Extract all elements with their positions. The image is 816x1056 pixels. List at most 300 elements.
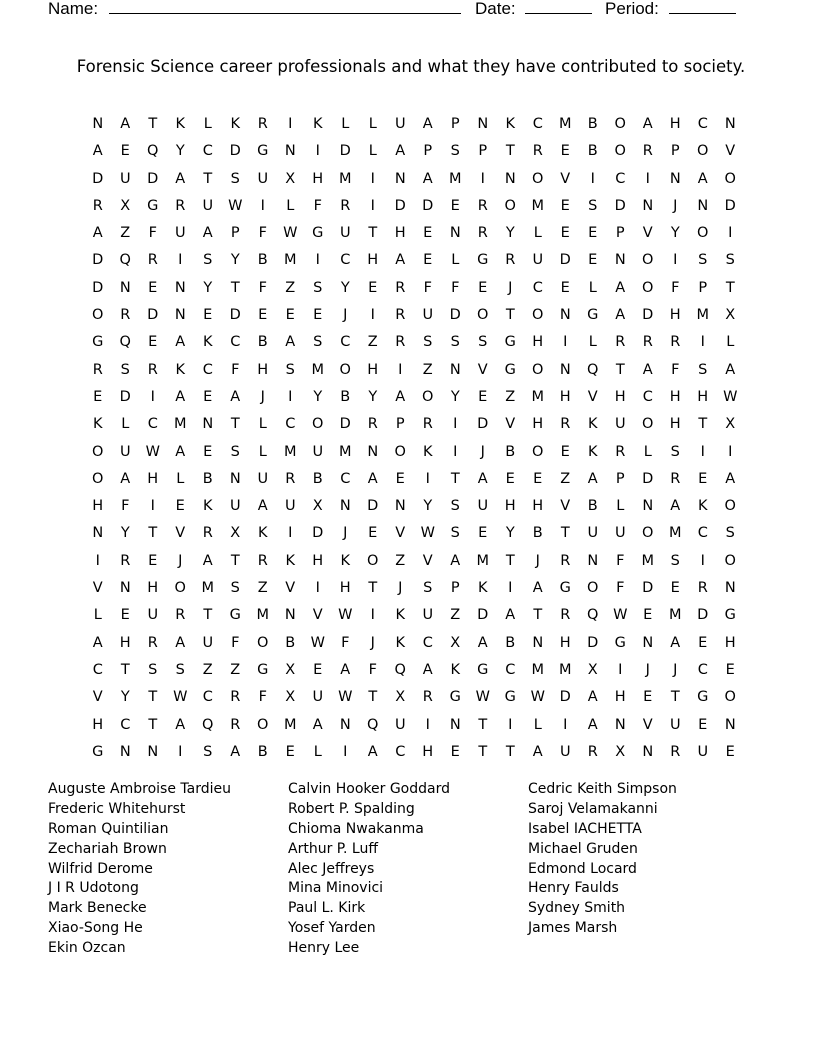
grid-letter[interactable]: A	[587, 689, 598, 706]
grid-letter[interactable]: I	[700, 334, 705, 351]
grid-letter[interactable]: C	[340, 334, 351, 351]
grid-letter[interactable]: J	[343, 307, 348, 324]
grid-letter[interactable]: E	[148, 334, 158, 351]
grid-letter[interactable]: I	[590, 170, 595, 187]
grid-letter[interactable]: G	[449, 689, 461, 706]
grid-letter[interactable]: R	[257, 552, 268, 569]
grid-letter[interactable]: H	[147, 470, 159, 487]
grid-letter[interactable]: H	[119, 634, 131, 651]
grid-letter[interactable]: C	[202, 689, 213, 706]
grid-letter[interactable]: W	[338, 689, 353, 706]
grid-letter[interactable]: S	[120, 361, 130, 378]
grid-letter[interactable]: Z	[285, 279, 296, 296]
grid-letter[interactable]: R	[395, 307, 406, 324]
grid-letter[interactable]: A	[587, 470, 598, 487]
grid-letter[interactable]: Y	[120, 525, 130, 542]
grid-letter[interactable]: N	[449, 225, 461, 242]
grid-letter[interactable]: G	[614, 634, 626, 651]
grid-letter[interactable]: F	[671, 361, 680, 378]
grid-letter[interactable]: N	[477, 116, 489, 132]
grid-letter[interactable]: Y	[203, 279, 213, 296]
grid-letter[interactable]: T	[505, 143, 515, 160]
grid-letter[interactable]: D	[312, 525, 324, 542]
grid-letter[interactable]: R	[505, 252, 516, 269]
grid-letter[interactable]: V	[175, 525, 186, 542]
grid-letter[interactable]: Q	[119, 252, 131, 269]
grid-letter[interactable]: Z	[505, 388, 516, 405]
grid-letter[interactable]: M	[338, 443, 352, 460]
grid-letter[interactable]: N	[642, 743, 654, 760]
grid-letter[interactable]: L	[368, 116, 377, 132]
grid-letter[interactable]: I	[150, 498, 155, 515]
grid-letter[interactable]: Z	[395, 552, 406, 569]
grid-letter[interactable]: T	[615, 361, 625, 378]
grid-letter[interactable]: H	[614, 388, 626, 405]
grid-letter[interactable]: Y	[175, 143, 185, 160]
grid-letter[interactable]: Q	[367, 716, 379, 733]
grid-letter[interactable]: E	[478, 279, 488, 296]
grid-letter[interactable]: R	[697, 580, 708, 597]
grid-letter[interactable]: T	[203, 607, 213, 624]
grid-letter[interactable]: I	[315, 143, 320, 160]
grid-letter[interactable]: C	[230, 334, 241, 351]
grid-letter[interactable]: E	[450, 197, 460, 214]
grid-letter[interactable]: E	[478, 525, 488, 542]
grid-letter[interactable]: I	[178, 743, 183, 760]
grid-letter[interactable]: E	[560, 225, 570, 242]
grid-letter[interactable]: B	[587, 116, 598, 132]
grid-letter[interactable]: A	[202, 552, 213, 569]
grid-letter[interactable]: T	[368, 689, 378, 706]
grid-letter[interactable]: V	[560, 498, 571, 515]
grid-letter[interactable]: R	[340, 197, 351, 214]
grid-letter[interactable]: F	[258, 689, 267, 706]
grid-letter[interactable]: N	[119, 743, 131, 760]
grid-letter[interactable]: J	[645, 661, 650, 678]
grid-letter[interactable]: O	[92, 307, 104, 324]
grid-letter[interactable]: E	[505, 470, 515, 487]
grid-letter[interactable]: X	[230, 525, 241, 542]
grid-letter[interactable]: F	[148, 225, 157, 242]
grid-letter[interactable]: K	[175, 361, 185, 378]
grid-letter[interactable]: U	[202, 634, 214, 651]
period-blank[interactable]	[669, 0, 736, 14]
grid-letter[interactable]: I	[288, 116, 293, 132]
grid-letter[interactable]: N	[642, 197, 654, 214]
grid-letter[interactable]: W	[310, 634, 325, 651]
grid-letter[interactable]: T	[560, 525, 570, 542]
grid-letter[interactable]: N	[614, 716, 626, 733]
grid-letter[interactable]: L	[616, 498, 625, 515]
grid-letter[interactable]: I	[343, 743, 348, 760]
grid-letter[interactable]: L	[643, 443, 652, 460]
grid-letter[interactable]: R	[202, 525, 213, 542]
grid-letter[interactable]: M	[558, 661, 572, 678]
grid-letter[interactable]: P	[670, 143, 680, 160]
grid-letter[interactable]: V	[92, 689, 103, 706]
grid-letter[interactable]: R	[615, 443, 626, 460]
grid-letter[interactable]: E	[560, 279, 570, 296]
grid-letter[interactable]: L	[203, 116, 212, 132]
grid-letter[interactable]: D	[92, 279, 104, 296]
grid-letter[interactable]: E	[368, 279, 378, 296]
grid-letter[interactable]: D	[449, 307, 461, 324]
grid-letter[interactable]: J	[480, 443, 485, 460]
grid-letter[interactable]: G	[697, 689, 709, 706]
grid-letter[interactable]: D	[119, 388, 131, 405]
grid-letter[interactable]: D	[724, 197, 736, 214]
grid-letter[interactable]: N	[339, 716, 351, 733]
grid-letter[interactable]: N	[92, 525, 104, 542]
grid-letter[interactable]: Q	[202, 716, 214, 733]
grid-letter[interactable]: D	[92, 252, 104, 269]
grid-letter[interactable]: U	[312, 689, 324, 706]
grid-letter[interactable]: C	[422, 634, 433, 651]
grid-letter[interactable]: V	[422, 552, 433, 569]
grid-letter[interactable]: N	[559, 307, 571, 324]
grid-letter[interactable]: O	[724, 552, 736, 569]
grid-letter[interactable]: S	[450, 525, 460, 542]
grid-letter[interactable]: X	[285, 689, 296, 706]
grid-letter[interactable]: A	[697, 170, 708, 187]
grid-letter[interactable]: U	[174, 225, 186, 242]
grid-letter[interactable]: P	[615, 470, 625, 487]
grid-letter[interactable]: C	[615, 170, 626, 187]
grid-letter[interactable]: K	[587, 416, 598, 433]
grid-letter[interactable]: A	[175, 634, 186, 651]
grid-letter[interactable]: P	[395, 416, 405, 433]
grid-letter[interactable]: M	[448, 170, 462, 187]
grid-letter[interactable]: R	[92, 361, 103, 378]
grid-letter[interactable]: I	[673, 252, 678, 269]
grid-letter[interactable]: C	[285, 416, 296, 433]
grid-letter[interactable]: A	[615, 279, 626, 296]
grid-letter[interactable]: I	[370, 197, 375, 214]
grid-letter[interactable]: J	[535, 552, 540, 569]
grid-letter[interactable]: D	[559, 689, 571, 706]
grid-letter[interactable]: R	[560, 552, 571, 569]
grid-letter[interactable]: S	[230, 580, 240, 597]
grid-letter[interactable]: A	[587, 716, 598, 733]
grid-letter[interactable]: R	[175, 607, 186, 624]
grid-letter[interactable]: R	[532, 143, 543, 160]
grid-letter[interactable]: G	[504, 361, 516, 378]
grid-letter[interactable]: N	[642, 498, 654, 515]
grid-letter[interactable]: R	[615, 334, 626, 351]
grid-letter[interactable]: T	[230, 279, 240, 296]
grid-letter[interactable]: O	[642, 252, 654, 269]
grid-letter[interactable]: W	[283, 225, 298, 242]
grid-letter[interactable]: R	[395, 334, 406, 351]
grid-letter[interactable]: I	[618, 661, 623, 678]
grid-letter[interactable]: A	[395, 388, 406, 405]
grid-letter[interactable]: H	[147, 580, 159, 597]
grid-letter[interactable]: G	[477, 252, 489, 269]
grid-letter[interactable]: N	[449, 361, 461, 378]
grid-letter[interactable]: O	[367, 552, 379, 569]
grid-letter[interactable]: W	[475, 689, 490, 706]
grid-letter[interactable]: N	[724, 116, 736, 132]
grid-letter[interactable]: R	[120, 307, 131, 324]
grid-letter[interactable]: D	[339, 143, 351, 160]
grid-letter[interactable]: T	[698, 416, 708, 433]
grid-letter[interactable]: A	[340, 661, 351, 678]
grid-letter[interactable]: F	[231, 361, 240, 378]
grid-letter[interactable]: M	[668, 525, 682, 542]
grid-letter[interactable]: R	[175, 197, 186, 214]
grid-letter[interactable]: E	[725, 661, 735, 678]
grid-letter[interactable]: S	[423, 580, 433, 597]
grid-letter[interactable]: W	[228, 197, 243, 214]
grid-letter[interactable]: A	[285, 334, 296, 351]
grid-letter[interactable]: N	[697, 197, 709, 214]
grid-letter[interactable]: B	[285, 634, 296, 651]
grid-letter[interactable]: N	[532, 634, 544, 651]
grid-letter[interactable]: I	[563, 334, 568, 351]
grid-letter[interactable]: Y	[505, 525, 515, 542]
grid-letter[interactable]: W	[420, 525, 435, 542]
grid-letter[interactable]: E	[560, 443, 570, 460]
grid-letter[interactable]: A	[670, 634, 681, 651]
grid-letter[interactable]: S	[450, 334, 460, 351]
grid-letter[interactable]: D	[642, 470, 654, 487]
grid-letter[interactable]: T	[230, 416, 240, 433]
grid-letter[interactable]: G	[257, 661, 269, 678]
grid-letter[interactable]: A	[422, 116, 433, 132]
grid-letter[interactable]: I	[728, 443, 733, 460]
grid-letter[interactable]: I	[563, 716, 568, 733]
grid-letter[interactable]: U	[532, 252, 544, 269]
grid-letter[interactable]: P	[615, 225, 625, 242]
grid-letter[interactable]: H	[669, 388, 681, 405]
grid-letter[interactable]: F	[258, 225, 267, 242]
grid-letter[interactable]: M	[668, 607, 682, 624]
grid-letter[interactable]: R	[257, 116, 268, 132]
grid-letter[interactable]: F	[616, 580, 625, 597]
grid-letter[interactable]: T	[148, 116, 158, 132]
grid-letter[interactable]: O	[174, 580, 186, 597]
grid-letter[interactable]: M	[173, 416, 187, 433]
grid-letter[interactable]: K	[450, 661, 460, 678]
grid-letter[interactable]: N	[174, 307, 186, 324]
grid-letter[interactable]: F	[423, 279, 432, 296]
grid-letter[interactable]: I	[315, 580, 320, 597]
grid-letter[interactable]: K	[477, 580, 488, 597]
grid-letter[interactable]: I	[288, 388, 293, 405]
grid-letter[interactable]: R	[477, 225, 488, 242]
grid-letter[interactable]: X	[725, 416, 736, 433]
grid-letter[interactable]: U	[422, 307, 434, 324]
grid-letter[interactable]: S	[450, 498, 460, 515]
grid-letter[interactable]: R	[670, 470, 681, 487]
grid-letter[interactable]: I	[95, 552, 100, 569]
grid-letter[interactable]: L	[341, 116, 350, 132]
grid-letter[interactable]: L	[533, 225, 542, 242]
grid-letter[interactable]: S	[203, 252, 213, 269]
grid-letter[interactable]: U	[202, 197, 214, 214]
grid-letter[interactable]: I	[508, 580, 513, 597]
grid-letter[interactable]: Y	[670, 225, 680, 242]
grid-letter[interactable]: G	[504, 689, 516, 706]
grid-letter[interactable]: W	[723, 388, 738, 405]
grid-letter[interactable]: A	[202, 225, 213, 242]
grid-letter[interactable]: K	[340, 552, 350, 569]
grid-letter[interactable]: S	[230, 443, 240, 460]
grid-letter[interactable]: S	[423, 334, 433, 351]
grid-letter[interactable]: B	[505, 634, 516, 651]
grid-letter[interactable]: U	[587, 525, 599, 542]
grid-letter[interactable]: G	[587, 307, 599, 324]
grid-letter[interactable]: Y	[120, 689, 130, 706]
grid-letter[interactable]: K	[230, 116, 240, 132]
grid-letter[interactable]: S	[313, 334, 323, 351]
grid-letter[interactable]: W	[613, 607, 628, 624]
grid-letter[interactable]: B	[505, 443, 516, 460]
grid-letter[interactable]: V	[587, 388, 598, 405]
grid-letter[interactable]: P	[423, 143, 433, 160]
grid-letter[interactable]: H	[92, 716, 104, 733]
grid-letter[interactable]: L	[588, 279, 597, 296]
grid-letter[interactable]: M	[531, 388, 544, 405]
grid-letter[interactable]: E	[588, 252, 598, 269]
grid-letter[interactable]: I	[480, 170, 485, 187]
grid-letter[interactable]: Q	[587, 361, 599, 378]
grid-letter[interactable]: V	[642, 716, 653, 733]
grid-letter[interactable]: N	[92, 116, 104, 132]
grid-letter[interactable]: E	[285, 743, 295, 760]
grid-letter[interactable]: N	[394, 498, 406, 515]
grid-letter[interactable]: T	[230, 552, 240, 569]
grid-letter[interactable]: D	[339, 416, 351, 433]
grid-letter[interactable]: J	[398, 580, 403, 597]
grid-letter[interactable]: G	[504, 334, 516, 351]
grid-letter[interactable]: K	[257, 525, 268, 542]
grid-letter[interactable]: J	[178, 552, 183, 569]
grid-letter[interactable]: T	[148, 689, 158, 706]
grid-letter[interactable]: K	[202, 334, 213, 351]
grid-letter[interactable]: W	[173, 689, 188, 706]
grid-letter[interactable]: G	[559, 580, 571, 597]
grid-letter[interactable]: I	[288, 525, 293, 542]
grid-letter[interactable]: H	[504, 498, 516, 515]
grid-letter[interactable]: C	[697, 661, 708, 678]
grid-letter[interactable]: B	[257, 743, 268, 760]
grid-letter[interactable]: R	[560, 416, 571, 433]
grid-letter[interactable]: S	[313, 279, 323, 296]
grid-letter[interactable]: N	[119, 580, 131, 597]
grid-letter[interactable]: K	[697, 498, 708, 515]
grid-letter[interactable]: O	[642, 416, 654, 433]
grid-letter[interactable]: P	[450, 580, 460, 597]
grid-letter[interactable]: F	[258, 279, 267, 296]
grid-letter[interactable]: Z	[450, 607, 461, 624]
grid-letter[interactable]: T	[478, 716, 488, 733]
grid-letter[interactable]: K	[202, 498, 213, 515]
grid-letter[interactable]: C	[532, 116, 543, 132]
grid-letter[interactable]: F	[451, 279, 460, 296]
grid-letter[interactable]: I	[453, 416, 458, 433]
grid-letter[interactable]: E	[698, 716, 708, 733]
grid-letter[interactable]: W	[338, 607, 353, 624]
grid-letter[interactable]: G	[229, 607, 241, 624]
grid-letter[interactable]: N	[559, 361, 571, 378]
grid-letter[interactable]: T	[670, 689, 680, 706]
grid-letter[interactable]: R	[560, 607, 571, 624]
grid-letter[interactable]: C	[642, 388, 653, 405]
grid-letter[interactable]: E	[313, 661, 323, 678]
grid-letter[interactable]: O	[614, 143, 626, 160]
grid-letter[interactable]: A	[422, 170, 433, 187]
grid-letter[interactable]: K	[285, 552, 295, 569]
grid-letter[interactable]: I	[700, 443, 705, 460]
grid-letter[interactable]: T	[505, 743, 515, 760]
grid-letter[interactable]: R	[367, 416, 378, 433]
grid-letter[interactable]: X	[285, 170, 296, 187]
grid-letter[interactable]: H	[92, 498, 104, 515]
grid-letter[interactable]: O	[587, 580, 599, 597]
grid-letter[interactable]: Y	[230, 252, 240, 269]
grid-letter[interactable]: A	[395, 143, 406, 160]
grid-letter[interactable]: H	[312, 170, 324, 187]
grid-letter[interactable]: M	[558, 116, 572, 132]
grid-letter[interactable]: A	[642, 361, 653, 378]
grid-letter[interactable]: H	[532, 498, 544, 515]
grid-letter[interactable]: V	[560, 170, 571, 187]
grid-letter[interactable]: R	[230, 689, 241, 706]
grid-letter[interactable]: O	[724, 498, 736, 515]
grid-letter[interactable]: G	[147, 197, 159, 214]
grid-letter[interactable]: M	[283, 443, 297, 460]
grid-letter[interactable]: H	[257, 361, 269, 378]
grid-letter[interactable]: A	[175, 170, 186, 187]
grid-letter[interactable]: A	[120, 470, 131, 487]
grid-letter[interactable]: J	[673, 661, 678, 678]
grid-letter[interactable]: U	[394, 116, 406, 132]
grid-letter[interactable]: A	[175, 716, 186, 733]
grid-letter[interactable]: D	[229, 307, 241, 324]
grid-letter[interactable]: N	[724, 580, 736, 597]
grid-letter[interactable]: A	[175, 388, 186, 405]
grid-letter[interactable]: D	[477, 607, 489, 624]
grid-letter[interactable]: S	[725, 252, 735, 269]
grid-letter[interactable]: A	[92, 225, 103, 242]
grid-letter[interactable]: A	[477, 634, 488, 651]
grid-letter[interactable]: E	[175, 498, 185, 515]
grid-letter[interactable]: G	[257, 143, 269, 160]
grid-letter[interactable]: I	[425, 716, 430, 733]
grid-letter[interactable]: E	[698, 634, 708, 651]
grid-letter[interactable]: O	[724, 689, 736, 706]
grid-letter[interactable]: J	[508, 279, 513, 296]
grid-letter[interactable]: D	[697, 607, 709, 624]
grid-letter[interactable]: O	[92, 443, 104, 460]
grid-letter[interactable]: D	[614, 197, 626, 214]
grid-letter[interactable]: M	[641, 552, 654, 569]
grid-letter[interactable]: J	[673, 197, 678, 214]
grid-letter[interactable]: I	[425, 470, 430, 487]
grid-letter[interactable]: D	[394, 197, 406, 214]
grid-letter[interactable]: A	[532, 580, 543, 597]
grid-letter[interactable]: C	[147, 416, 158, 433]
grid-letter[interactable]: U	[257, 170, 269, 187]
grid-letter[interactable]: X	[395, 689, 406, 706]
grid-letter[interactable]: U	[284, 498, 296, 515]
grid-letter[interactable]: A	[505, 607, 516, 624]
grid-letter[interactable]: V	[285, 580, 296, 597]
grid-letter[interactable]: D	[642, 580, 654, 597]
grid-letter[interactable]: E	[120, 607, 130, 624]
grid-letter[interactable]: L	[726, 334, 735, 351]
